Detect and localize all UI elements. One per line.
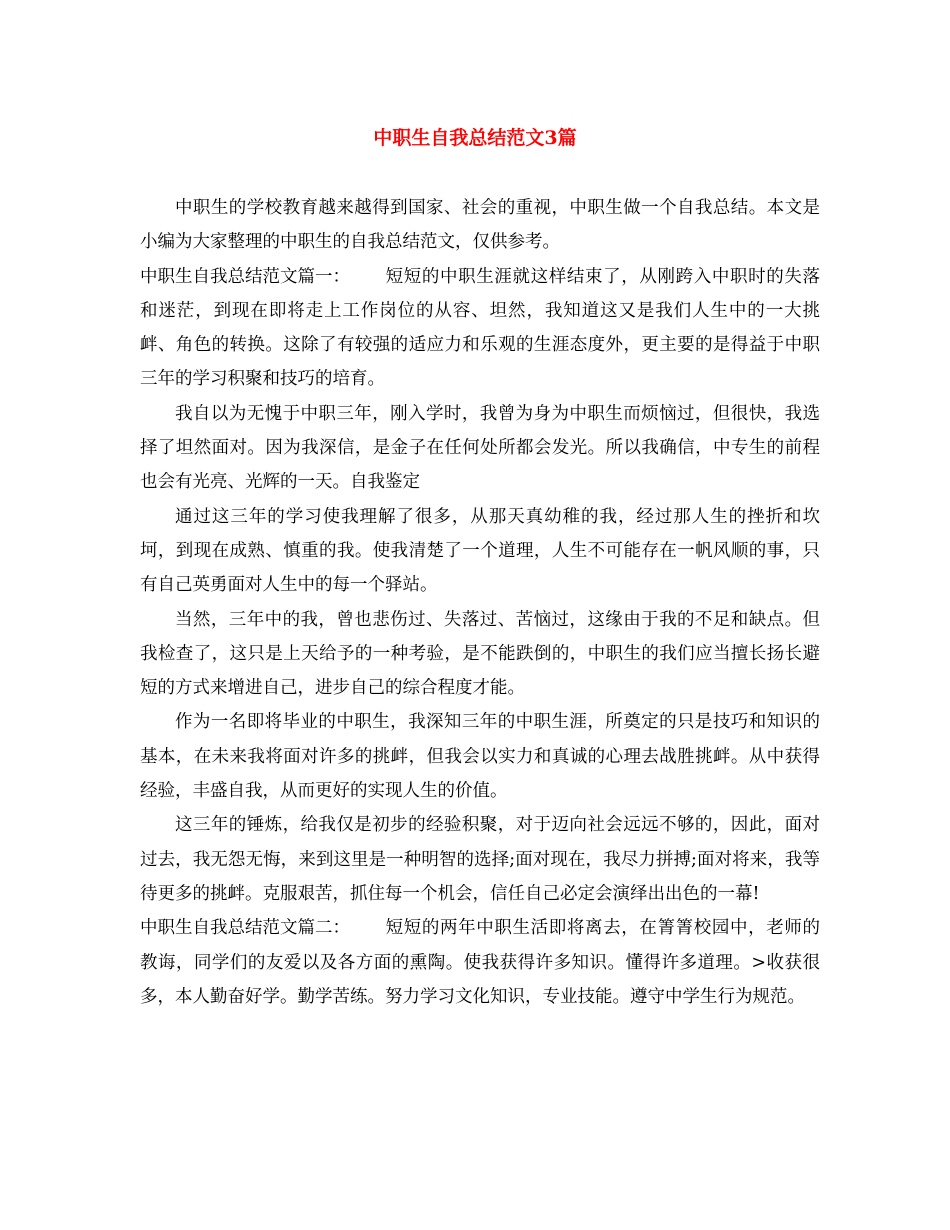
document-title: 中职生自我总结范文3篇 — [373, 127, 577, 149]
section-two-paragraph — [140, 911, 820, 1014]
body-paragraph: 这三年的锤炼，给我仅是初步的经验积聚，对于迈向社会远远不够的，因此，面对过去，我无怨无悔，来到这里是一种明智的选择;面对现在，我尽力拼搏;面对将来，我等待更多的挑衅。克服艰苦，抓住每一个机会，信任自己必定会演绎出出色的一幕! — [140, 815, 820, 904]
document-body — [140, 191, 820, 1014]
section-one-text: 短短的中职生涯就这样结束了，从刚跨入中职时的失落和迷茫，到现在即将走上工作岗位的从容、坦然，我知道这又是我们人生中的一大挑衅、角色的转换。这除了有较强的适应力和乐观的生涯态度外，更主要的是得益于中职三年的学习积聚和技巧的培育。 — [140, 266, 820, 390]
body-paragraph: 通过这三年的学习使我理解了很多，从那天真幼稚的我，经过那人生的挫折和坎坷，到现在成熟、慎重的我。使我清楚了一个道理，人生不可能存在一帆风顺的事，只有自己英勇面对人生中的每一个驿站。 — [140, 506, 820, 596]
section-one-paragraph — [140, 260, 820, 397]
section-one-label: 中职生自我总结范文篇一： — [140, 266, 350, 287]
section-two-label: 中职生自我总结范文篇二： — [140, 918, 350, 939]
intro-paragraph: 中职生的学校教育越来越得到国家、社会的重视，中职生做一个自我总结。本文是小编为大家整理的中职生的自我总结范文，仅供参考。 — [140, 198, 820, 253]
body-paragraph: 当然，三年中的我，曾也悲伤过、失落过、苦恼过，这缘由于我的不足和缺点。但我检查了，这只是上天给予的一种考验，是不能跌倒的，中职生的我们应当擅长扬长避短的方式来增进自己，进步自己的综合程度才能。 — [140, 609, 820, 699]
section-two-text: 短短的两年中职生活即将离去，在箐箐校园中，老师的教诲，同学们的友爱以及各方面的熏陶。使我获得许多知识。懂得许多道理。>收获很多，本人勤奋好学。勤学苦练。努力学习文化知识，专业技能。遵守中学生行为规范。 — [140, 918, 820, 1007]
body-paragraph: 作为一名即将毕业的中职生，我深知三年的中职生涯，所奠定的只是技巧和知识的基本，在未来我将面对许多的挑衅，但我会以实力和真诚的心理去战胜挑衅。从中获得经验，丰盛自我，从而更好的实现人生的价值。 — [140, 712, 820, 802]
body-paragraph: 我自以为无愧于中职三年，刚入学时，我曾为身为中职生而烦恼过，但很快，我选择了坦然面对。因为我深信，是金子在任何处所都会发光。所以我确信，中专生的前程也会有光亮、光辉的一天。自我鉴定 — [140, 403, 820, 493]
